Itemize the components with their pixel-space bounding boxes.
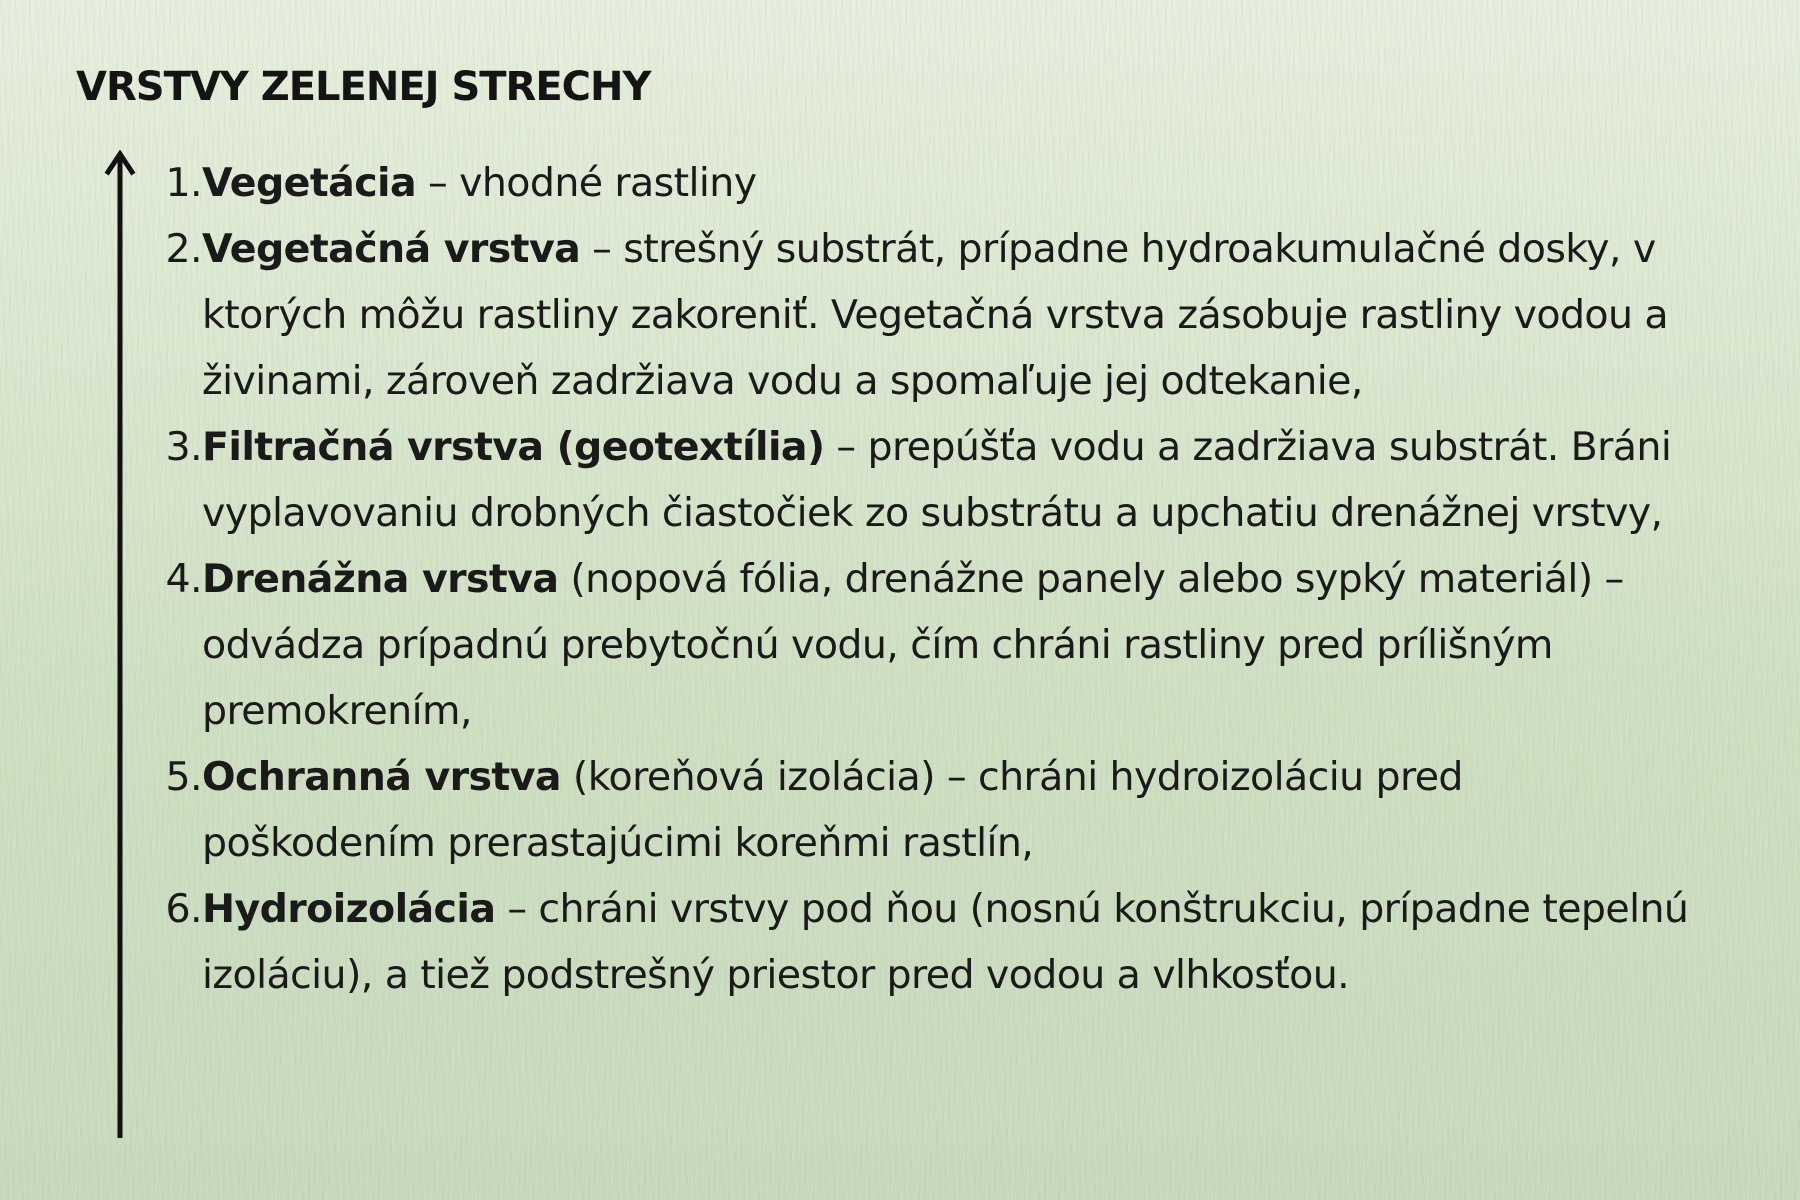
item-description: – prepúšťa vodu a zadržiava substrát. Bráni vyplavovaniu drobných čiastočiek zo substrátu a upchatiu drenážnej vrstvy, (202, 424, 1672, 536)
item-body (202, 414, 1690, 546)
list-item-layer-6 (150, 876, 1690, 1008)
item-description: (nopová fólia, drenážne panely alebo sypký materiál) – odvádza prípadnú prebytočnú vodu, čím chráni rastliny pred prílišným premokrením, (202, 556, 1624, 734)
list-item-layer-2 (150, 216, 1690, 414)
list-item-layer-3 (150, 414, 1690, 546)
item-term: Filtračná vrstva (geotextília) (202, 424, 825, 470)
item-term: Vegetácia (202, 160, 417, 206)
list-item-layer-5 (150, 744, 1690, 876)
item-number: 5. (165, 754, 202, 800)
item-number: 2. (165, 226, 202, 272)
item-body (202, 876, 1690, 1008)
item-description: – strešný substrát, prípadne hydroakumulačné dosky, v ktorých môžu rastliny zakoreniť. Vegetačná vrstva zásobuje rastliny vodou a živinami, zároveň zadržiava vodu a spomaľuje jej odtekanie, (202, 226, 1668, 404)
item-term: Drenážna vrstva (202, 556, 559, 602)
item-body (202, 546, 1690, 744)
item-term: Ochranná vrstva (202, 754, 561, 800)
item-number: 1. (165, 160, 202, 206)
item-number: 4. (165, 556, 202, 602)
item-body (202, 216, 1690, 414)
item-term: Vegetačná vrstva (202, 226, 581, 272)
item-description: (koreňová izolácia) – chráni hydroizoláciu pred poškodením prerastajúcimi koreňmi rastlín, (202, 754, 1463, 866)
item-body (202, 744, 1690, 876)
item-term: Hydroizolácia (202, 886, 496, 932)
item-description: – vhodné rastliny (416, 160, 757, 206)
item-description: – chráni vrstvy pod ňou (nosnú konštrukciu, prípadne tepelnú izoláciu), a tiež podstrešný priestor pred vodou a vlhkosťou. (202, 886, 1689, 998)
item-number: 3. (165, 424, 202, 470)
list-item-layer-4 (150, 546, 1690, 744)
layers-list (150, 150, 1690, 1008)
item-number: 6. (165, 886, 202, 932)
up-arrow-icon (100, 150, 140, 1140)
page-title: VRSTVY ZELENEJ STRECHY (76, 64, 651, 110)
item-body (202, 150, 1690, 216)
list-item-layer-1 (150, 150, 1690, 216)
